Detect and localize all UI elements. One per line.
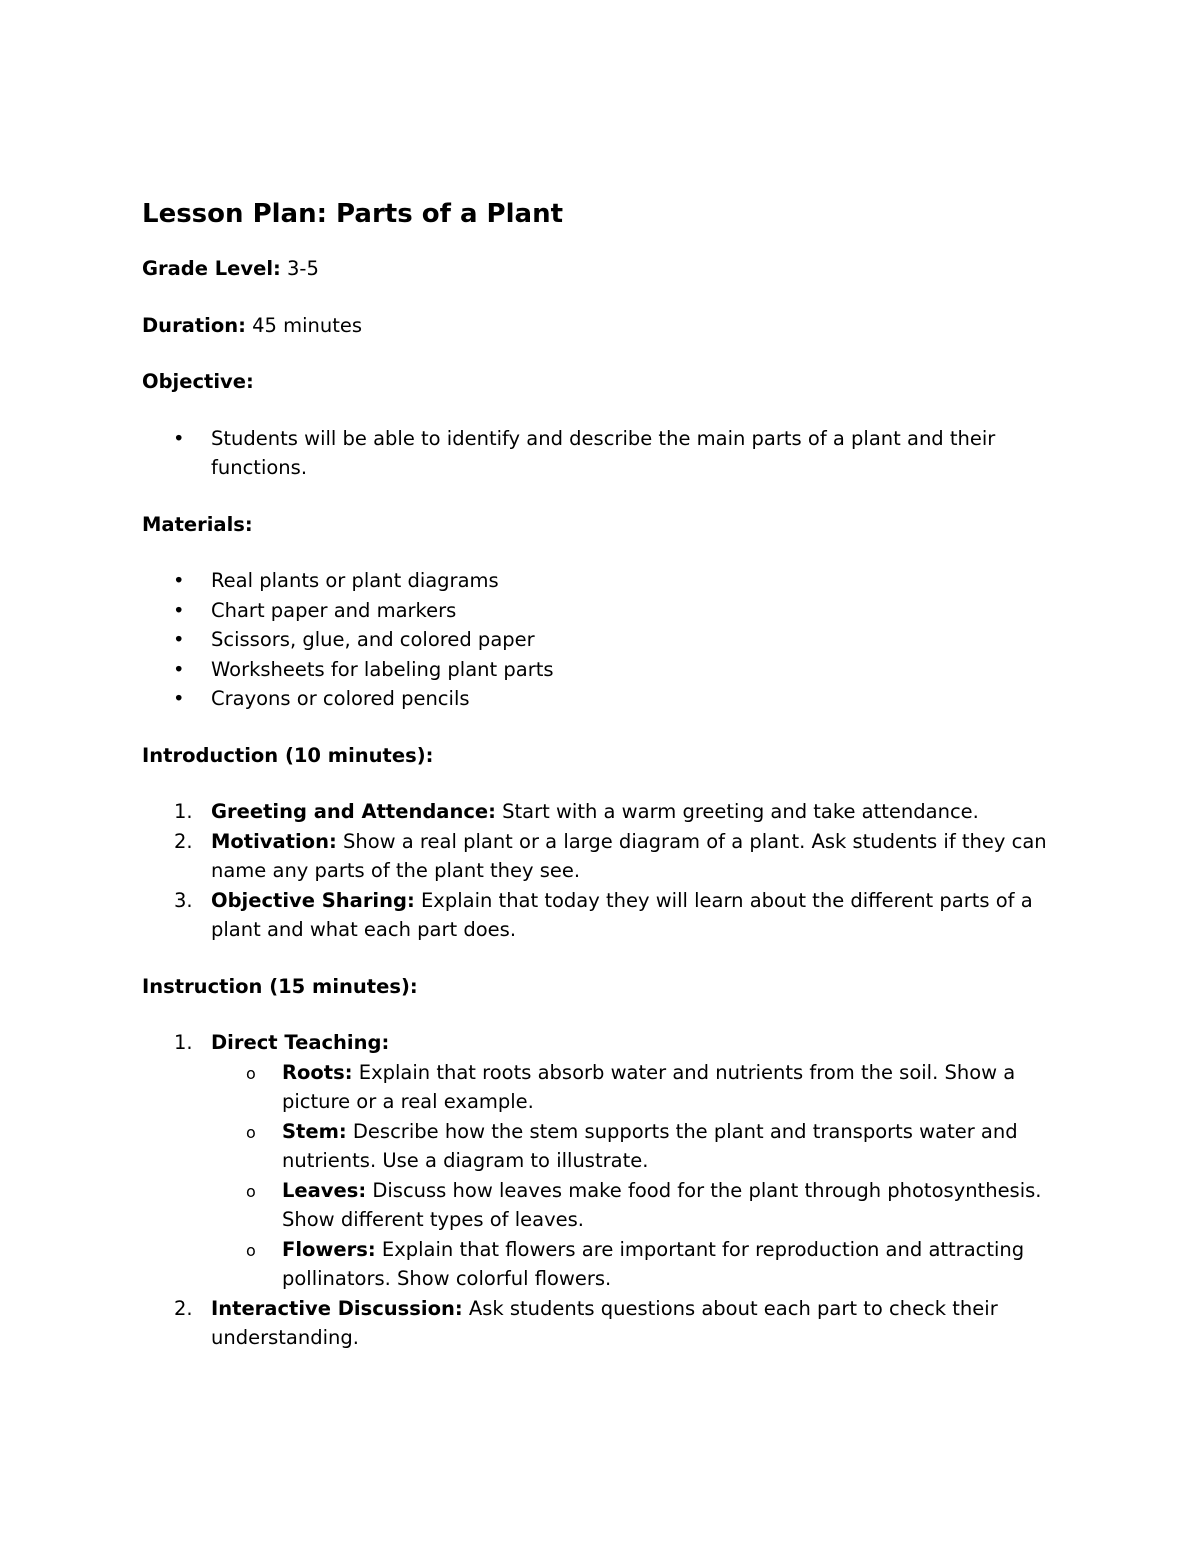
circle-bullet-icon: o [246, 1240, 256, 1260]
introduction-list [142, 797, 1072, 945]
list-item-text: Students will be able to identify and describe the main parts of a plant and their functions. [211, 426, 996, 479]
item-label: Interactive Discussion: [211, 1296, 463, 1320]
list-item-text: Chart paper and markers [211, 598, 457, 622]
item-text: Explain that today they will learn about the different parts of a plant and what each part does. [211, 888, 1033, 941]
list-item-text: Real plants or plant diagrams [211, 569, 499, 592]
item-label: Leaves: [282, 1178, 367, 1202]
item-number: 3. [174, 888, 193, 912]
list-item [142, 797, 1072, 827]
circle-bullet-icon: o [246, 1063, 256, 1083]
item-text: Explain that flowers are important for reproduction and attracting pollinators. Show colorful flowers. [282, 1237, 1025, 1290]
item-label: Motivation: [211, 829, 337, 853]
item-number: 1. [174, 1031, 193, 1054]
duration [142, 311, 1072, 341]
list-item-text: Worksheets for labeling plant parts [211, 657, 554, 681]
introduction-heading: Introduction (10 minutes): [142, 743, 434, 767]
materials-heading: Materials: [142, 512, 253, 536]
item-label: Roots: [282, 1060, 353, 1084]
item-label: Stem: [282, 1119, 347, 1143]
circle-bullet-icon: o [246, 1122, 256, 1142]
sub-list-item [142, 1235, 1072, 1294]
bullet-icon: • [173, 598, 185, 622]
grade-level-value: 3-5 [280, 257, 319, 280]
list-item [142, 596, 1072, 626]
duration-value: 45 minutes [245, 313, 363, 337]
item-number: 2. [174, 1296, 193, 1320]
item-number: 2. [174, 829, 193, 853]
direct-teaching-sublist [211, 1058, 1072, 1294]
list-item [142, 684, 1072, 714]
document-page [142, 196, 1072, 1353]
list-item [142, 424, 1072, 483]
list-item [142, 655, 1072, 685]
list-item-text: Scissors, glue, and colored paper [211, 628, 535, 651]
sub-list-item [142, 1117, 1072, 1176]
item-text: Discuss how leaves make food for the plant through photosynthesis. Show different types of leaves. [282, 1178, 1042, 1231]
bullet-icon: • [173, 426, 185, 450]
bullet-icon: • [173, 657, 185, 681]
grade-level-label: Grade Level: [142, 257, 281, 280]
item-text: Start with a warm greeting and take attendance. [495, 800, 979, 823]
list-item [142, 1294, 1072, 1353]
item-label: Direct Teaching: [211, 1031, 390, 1054]
instruction-heading: Instruction (15 minutes): [142, 974, 418, 998]
list-item [142, 1028, 1072, 1294]
list-item [142, 625, 1072, 655]
sub-list-item [142, 1058, 1072, 1117]
list-item-text: Crayons or colored pencils [211, 687, 470, 710]
list-item [142, 566, 1072, 596]
item-text: Describe how the stem supports the plant and transports water and nutrients. Use a diagram to illustrate. [282, 1119, 1018, 1172]
page-title: Lesson Plan: Parts of a Plant [142, 199, 564, 229]
bullet-icon: • [173, 687, 185, 710]
objective-list [142, 424, 1072, 483]
grade-level [142, 254, 1072, 284]
duration-label: Duration: [142, 313, 246, 337]
item-text: Ask students questions about each part to check their understanding. [211, 1296, 998, 1349]
list-item [142, 827, 1072, 886]
bullet-icon: • [173, 628, 185, 651]
item-label: Flowers: [282, 1237, 376, 1261]
list-item [142, 886, 1072, 945]
item-number: 1. [174, 800, 193, 823]
sub-list-item [142, 1176, 1072, 1235]
bullet-icon: • [173, 569, 185, 592]
materials-list [142, 566, 1072, 714]
item-text: Explain that roots absorb water and nutrients from the soil. Show a picture or a real example. [282, 1060, 1016, 1113]
item-label: Greeting and Attendance: [211, 800, 496, 823]
instruction-list [142, 1028, 1072, 1353]
item-label: Objective Sharing: [211, 888, 415, 912]
item-text: Show a real plant or a large diagram of a plant. Ask students if they can name any parts of the plant they see. [211, 829, 1047, 882]
objective-heading: Objective: [142, 370, 254, 393]
circle-bullet-icon: o [246, 1181, 256, 1201]
